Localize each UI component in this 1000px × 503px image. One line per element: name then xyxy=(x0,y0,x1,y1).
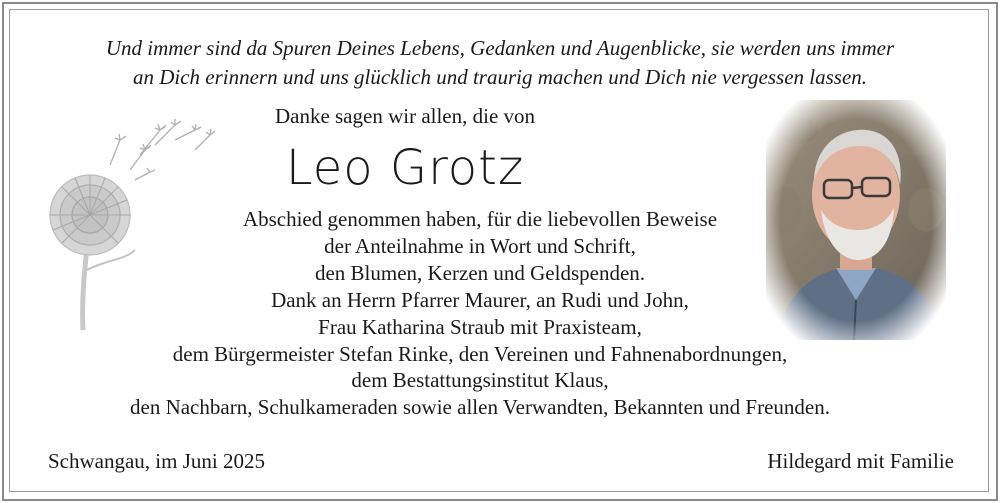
quote-line-2: an Dich erinnern und uns glücklich und traurig machen und Dich nie vergessen lassen. xyxy=(132,65,868,89)
signature: Hildegard mit Familie xyxy=(767,449,954,473)
deceased-name: Leo Grotz xyxy=(285,140,525,196)
body-line: den Nachbarn, Schulkameraden sowie allen Verwandten, Bekannten und Freunden. xyxy=(130,395,830,420)
body-line: Dank an Herrn Pfarrer Maurer, an Rudi und John, xyxy=(271,287,689,312)
body-line: Frau Katharina Straub mit Praxisteam, xyxy=(318,314,642,339)
place-and-date: Schwangau, im Juni 2025 xyxy=(48,449,265,473)
body-line: den Blumen, Kerzen und Geldspenden. xyxy=(314,260,646,285)
body-line: der Anteilnahme in Wort und Schrift, xyxy=(324,233,636,258)
thank-you-intro: Danke sagen wir allen, die von xyxy=(274,104,536,128)
body-line: Abschied genommen haben, für die liebevollen Beweise xyxy=(242,207,718,231)
body-line: dem Bestattungsinstitut Klaus, xyxy=(351,368,609,393)
portrait-photo xyxy=(766,100,946,340)
body-line: dem Bürgermeister Stefan Rinke, den Vereinen und Fahnenabordnungen, xyxy=(172,341,788,366)
quote-line-1: Und immer sind da Spuren Deines Lebens, Gedanken und Augenblicke, sie werden uns immer xyxy=(105,36,895,60)
memorial-quote xyxy=(20,34,980,92)
